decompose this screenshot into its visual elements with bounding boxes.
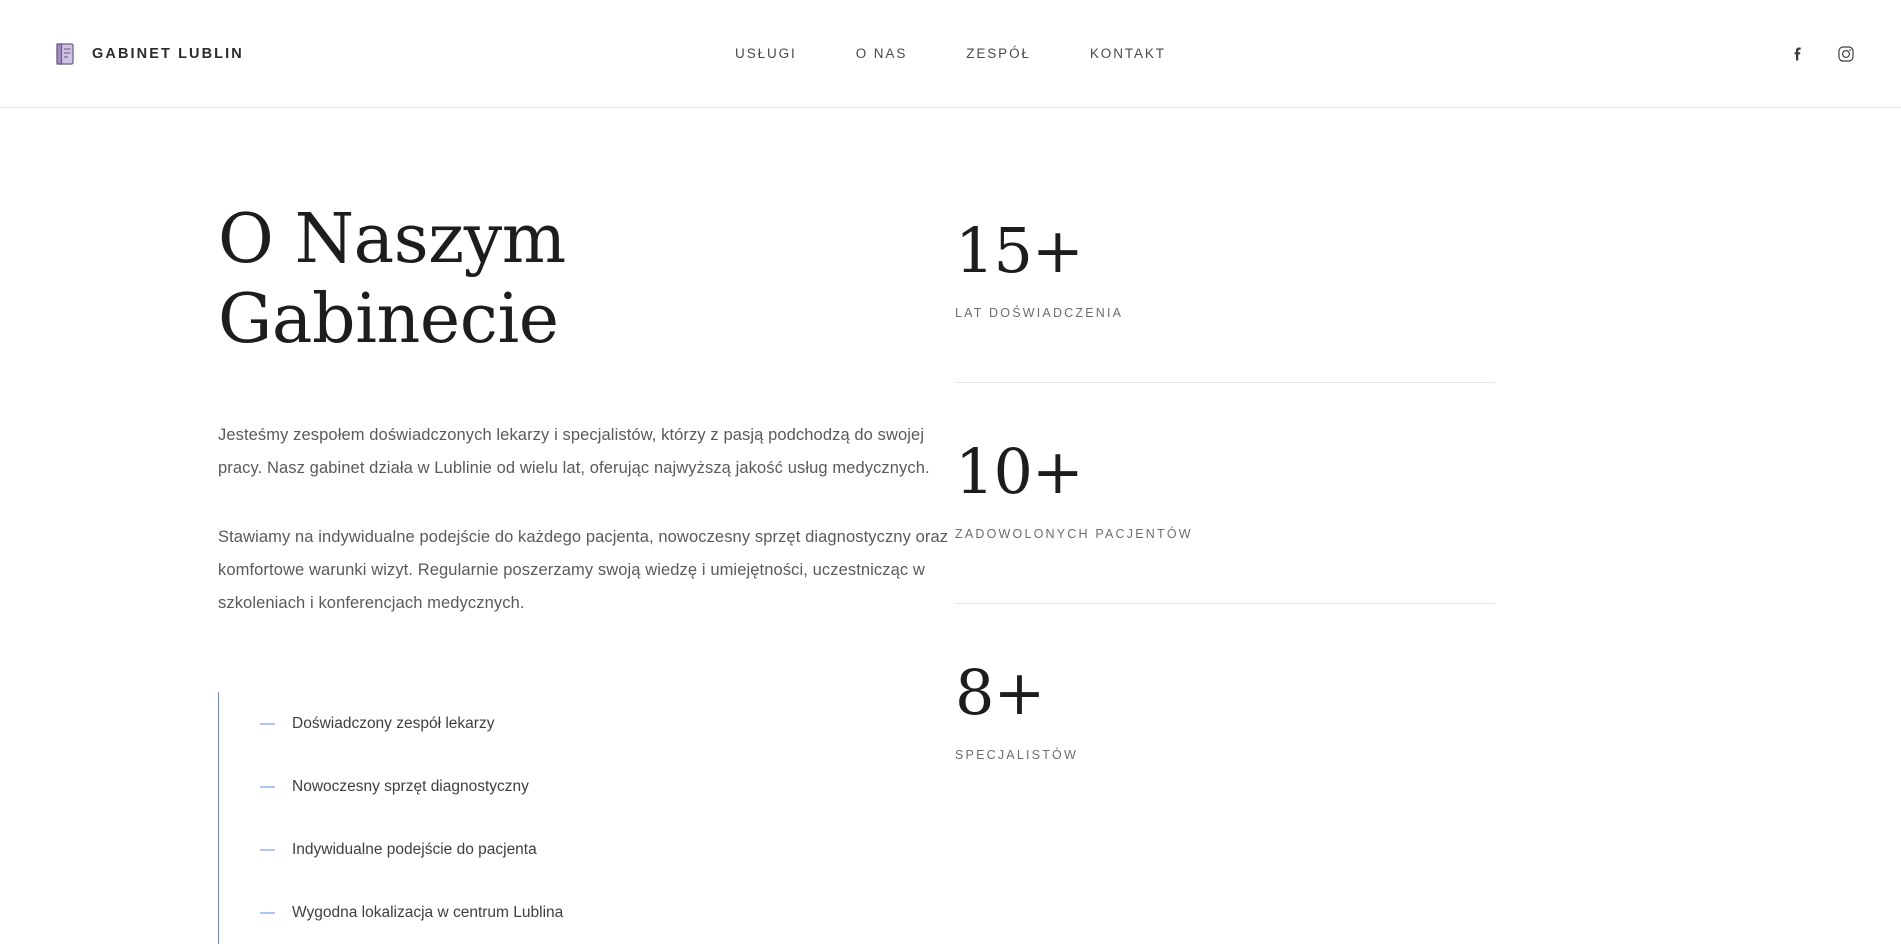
list-item [219,692,918,755]
stat-label: SPECJALISTÓW [955,748,1078,762]
about-paragraphs [218,419,955,620]
stats-column [955,108,1901,944]
stat-value: 10+ [955,435,1083,508]
about-paragraph: Jesteśmy zespołem doświadczonych lekarzy i specjalistów, którzy z pasją podchodzą do swojej pracy. Nasz gabinet działa w Lublinie od wielu lat, oferując najwyższą jakość usług medycznych. [218,426,930,478]
feature-label: Doświadczony zespół lekarzy [292,714,495,732]
stat-value: 8+ [955,656,1045,729]
facebook-icon[interactable] [1787,43,1809,65]
brand-logo[interactable] [52,41,244,67]
social-links [1787,43,1857,65]
feature-list [218,692,918,944]
feature-label: Indywidualne podejście do pacjenta [292,840,537,858]
stat-block-experience [955,214,1495,383]
feature-label: Wygodna lokalizacja w centrum Lublina [292,903,564,921]
stat-value: 15+ [955,214,1083,287]
dash-icon: — [260,904,275,922]
brand-name: GABINET LUBLIN [92,45,244,62]
stat-block-patients [955,435,1495,604]
list-item [219,755,918,818]
list-item [219,818,918,881]
list-item [219,881,918,944]
stat-block-specialists [955,656,1495,824]
nav-item-o-nas[interactable]: O NAS [855,46,908,61]
about-section [0,108,1901,944]
feature-label: Nowoczesny sprzęt diagnostyczny [292,777,529,795]
site-header [0,0,1901,108]
main-navigation [735,46,1166,61]
nav-item-uslugi[interactable]: USŁUGI [735,46,797,61]
nav-item-kontakt[interactable]: KONTAKT [1089,46,1166,61]
stat-label: LAT DOŚWIADCZENIA [955,306,1124,320]
notebook-icon [52,41,78,67]
about-paragraph: Stawiamy na indywidualne podejście do każdego pacjenta, nowoczesny sprzęt diagnostyczny oraz komfortowe warunki wizyt. Regularnie poszerzamy swoją wiedzę i umiejętności, uczestnicząc w szkoleniach i konferencjach medycznych. [218,528,949,613]
instagram-icon[interactable] [1835,43,1857,65]
dash-icon: — [260,715,275,733]
nav-item-zespol[interactable]: ZESPÓŁ [966,46,1031,61]
about-text-column [0,108,955,944]
stat-label: ZADOWOLONYCH PACJENTÓW [955,527,1193,541]
dash-icon: — [260,778,275,796]
dash-icon: — [260,841,275,859]
page-title: O Naszym Gabinecie [218,200,566,359]
